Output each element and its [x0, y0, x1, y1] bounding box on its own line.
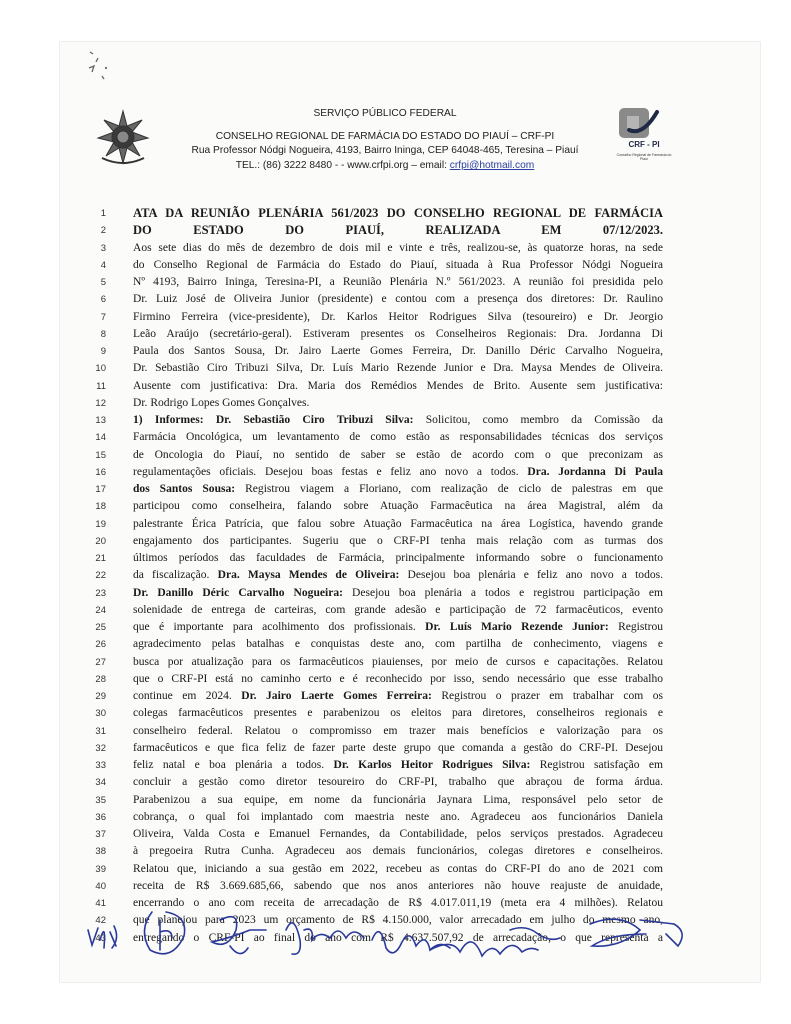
header-service: SERVIÇO PÚBLICO FEDERAL — [313, 108, 457, 119]
line-number: 5 — [100, 277, 106, 288]
brazil-coat-of-arms-icon — [94, 108, 152, 168]
speaker-name: 1) Informes: Dr. Sebastião Ciro Tribuzi Silva: — [133, 414, 414, 426]
line-text — [133, 412, 663, 429]
minutes-line — [0, 636, 791, 653]
minutes-line — [0, 222, 791, 239]
minutes-line — [0, 464, 791, 481]
minutes-line — [0, 602, 791, 619]
minutes-line — [0, 757, 791, 774]
line-number: 22 — [95, 570, 106, 582]
minutes-line — [0, 671, 791, 688]
text-segment: Ausente com justificativa: Dra. Maria dos Remédios Mendes de Brito. Ausente sem justificativa: — [133, 379, 663, 392]
line-text — [133, 740, 663, 757]
line-number: 32 — [95, 742, 106, 754]
text-segment: Dr. Sebastião Ciro Tribuzi Silva, Dr. Luís Mario Rezende Junior e Dra. Maysa Mendes de Oliveira. — [133, 362, 663, 375]
logo-subtext: Conselho Regional de Farmácia do Piauí — [616, 153, 672, 161]
line-number: 6 — [100, 294, 106, 306]
line-number: 36 — [95, 811, 106, 823]
speaker-name: Dr. Karlos Heitor Rodrigues Silva: — [333, 759, 531, 771]
line-text — [133, 274, 663, 291]
speaker-name: Dra. Maysa Mendes de Oliveira: — [217, 569, 400, 582]
text-segment: Paula dos Santos Sousa, Dr. Jairo Laerte Gomes Ferreira, Dr. Danillo Déric Carvalho Nogueira, — [133, 345, 663, 357]
minutes-line — [0, 826, 791, 843]
minutes-line — [0, 774, 791, 791]
line-number: 3 — [100, 242, 106, 254]
line-number: 9 — [100, 346, 106, 357]
minutes-line — [0, 516, 791, 533]
minutes-line — [0, 378, 791, 395]
line-text — [133, 343, 663, 360]
logo-text: CRF - PI — [628, 140, 660, 149]
line-text — [133, 585, 663, 602]
speaker-name: ATA DA REUNIÃO PLENÁRIA 561/2023 DO CONSELHO REGIONAL DE FARMÁCIA — [133, 206, 663, 220]
text-segment: engajamento dos participantes. Sugeriu que o CRF-PI tenha mais relação com as turmas dos — [133, 534, 663, 547]
speaker-name: Dr. Danillo Déric Carvalho Nogueira: — [133, 586, 343, 599]
line-text — [133, 481, 663, 498]
text-segment: Aos sete dias do mês de dezembro de dois mil e vinte e três, realizou-se, às quatorze horas, na sede — [133, 241, 663, 254]
line-number: 18 — [95, 501, 106, 513]
minutes-line — [0, 343, 791, 360]
line-text — [133, 516, 663, 533]
line-number: 24 — [95, 604, 106, 616]
minutes-line — [0, 809, 791, 826]
speaker-name: Dr. Luís Mario Rezende Junior: — [425, 621, 609, 633]
line-number: 8 — [100, 328, 106, 340]
text-segment: feliz natal e boa plenária a todos. — [133, 759, 334, 771]
line-text — [133, 809, 663, 826]
line-number: 23 — [95, 587, 106, 599]
line-text — [133, 757, 663, 774]
minutes-line — [0, 395, 791, 412]
text-segment: colegas farmacêuticos presentes e parabenizou os eleitos para diretores, conselheiros regionais e — [133, 707, 663, 720]
line-text — [133, 498, 663, 515]
header-contact — [150, 160, 620, 171]
header-address: Rua Professor Nódgi Nogueira, 4193, Bairro Ininga, CEP 64048-465, Teresina – Piauí — [191, 145, 579, 156]
minutes-line — [0, 257, 791, 274]
minutes-line — [0, 619, 791, 636]
line-number: 40 — [95, 880, 106, 892]
text-segment: de Oncologia do Piauí, no sentido de saber se estão de acordo com o que preconizam as — [133, 448, 663, 461]
text-segment: Farmácia Oncológica, um levantamento de como estão as responsabilidades técnicas dos serviços — [133, 431, 663, 444]
line-text — [133, 447, 663, 464]
minutes-line — [0, 326, 791, 343]
line-text — [133, 705, 663, 722]
minutes-line — [0, 550, 791, 567]
speaker-name: Dr. Jairo Laerte Gomes Ferreira: — [241, 690, 432, 702]
text-segment: receita de R$ 3.669.685,66, sabendo que nos anos anteriores não houve reajuste de anuidade, — [133, 879, 663, 892]
line-number: 16 — [95, 466, 106, 478]
minutes-line — [0, 481, 791, 498]
line-number: 12 — [95, 397, 106, 409]
minutes-line — [0, 309, 791, 326]
text-segment: Firmino Ferreira (vice-presidente), Dr. Karlos Heitor Rodrigues Silva (tesoureiro) e Dr. Jeorgio — [133, 310, 663, 323]
minutes-line — [0, 240, 791, 257]
line-number: 4 — [100, 259, 106, 271]
text-segment: do Conselho Regional de Farmácia do Estado do Piauí, situada à Rua Professor Nódgi Nogueira — [133, 258, 663, 271]
line-number: 20 — [95, 535, 106, 547]
text-segment: últimos períodos das faculdades de Farmácia, principalmente informando sobre o funcionamento — [133, 552, 663, 564]
minutes-line — [0, 291, 791, 308]
line-text — [133, 550, 663, 567]
minutes-line — [0, 843, 791, 860]
line-number: 19 — [95, 518, 106, 530]
line-number: 14 — [95, 432, 106, 444]
line-text — [133, 291, 663, 308]
letterhead — [0, 0, 791, 180]
minutes-line — [0, 740, 791, 757]
line-text — [133, 533, 663, 550]
line-number: 26 — [95, 639, 106, 651]
line-text — [133, 567, 663, 584]
line-text — [133, 205, 663, 222]
text-segment: Leão Araújo (secretário-geral). Estiveram presentes os Conselheiros Regionais: Dra. Jordanna Di — [133, 327, 663, 340]
line-number: 31 — [95, 725, 106, 737]
line-text — [133, 861, 663, 878]
line-text — [133, 378, 663, 395]
line-text — [133, 240, 663, 257]
line-text — [133, 309, 663, 326]
line-text — [133, 671, 663, 688]
line-number: 27 — [95, 656, 106, 668]
text-segment: Registrou viagem a Floriano, com realização de ciclo de palestras em que — [235, 483, 663, 495]
line-text — [133, 395, 663, 412]
text-segment: Desejou boa plenária e feliz ano novo a todos. — [399, 569, 663, 582]
text-segment: Nº 4193, Bairro Ininga, Teresina-PI, a Reunião Plenária N.º 561/2023. A reunião foi presidida pelo — [133, 276, 663, 288]
text-segment: Solicitou, como membro da Comissão da — [413, 414, 663, 426]
line-number: 29 — [95, 691, 106, 702]
line-number: 11 — [96, 380, 106, 392]
text-segment: regulamentações oficiais. Desejou boas festas e feliz ano novo a todos. — [133, 465, 528, 478]
text-segment: à pregoeira Rutra Cunha. Agradeceu aos demais funcionários, colegas diretores e conselheiros. — [133, 845, 663, 858]
text-segment: entregando o CRF-PI ao final do ano com R$ 4.637.507,92 de arrecadação, o que representa a — [133, 931, 663, 944]
minutes-line — [0, 447, 791, 464]
line-text — [133, 636, 663, 653]
text-segment: Dr. Rodrigo Lopes Gomes Gonçalves. — [133, 396, 310, 409]
line-number: 17 — [95, 484, 106, 495]
minutes-line — [0, 861, 791, 878]
speaker-name: DO ESTADO DO PIAUÍ, REALIZADA EM 07/12/2023. — [133, 223, 663, 238]
line-text — [133, 688, 663, 705]
minutes-line — [0, 723, 791, 740]
line-text — [133, 464, 663, 481]
text-segment: farmacêuticos e que fica feliz de fazer parte deste grupo que comanda a gestão do CRF-PI. Desejou — [133, 741, 663, 754]
line-number: 25 — [95, 622, 106, 633]
line-text — [133, 257, 663, 274]
minutes-line — [0, 429, 791, 446]
text-segment: que planejou para 2023 um orçamento de R$ 4.150.000, valor arrecadado em julho do mesmo ano, — [133, 914, 663, 927]
text-segment: que é importante para acolhimento dos profissionais. — [133, 621, 426, 633]
text-segment: Registrou satisfação em — [530, 759, 663, 771]
line-text — [133, 602, 663, 619]
text-segment: participou como conselheira, falando sobre Atuação Farmacêutica na área Magistral, além da — [133, 500, 663, 513]
line-number: 1 — [100, 208, 106, 219]
minutes-line — [0, 585, 791, 602]
text-segment: Relatou que, iniciando a sua gestão em 2022, recebeu as contas do CRF-PI do ano de 2021 com — [133, 862, 663, 875]
text-segment: conselheiro federal. Relatou o compromisso em trazer mais benefícios e valorização para os — [133, 724, 663, 737]
text-segment: busca por atualização para os farmacêuticos piauienses, por meio de cursos e capacitações. Relatou — [133, 655, 663, 668]
line-text — [133, 723, 663, 740]
line-text — [133, 429, 663, 446]
text-segment: Oliveira, Valda Costa e Emanuel Fernandes, da Contabilidade, pelos serviços prestados. Agradeceu — [133, 828, 663, 840]
text-segment: palestrante Érica Patrícia, que falou sobre Atuação Farmacêutica na área Logística, havendo grande — [133, 517, 663, 530]
line-text — [133, 360, 663, 377]
line-number: 7 — [100, 311, 106, 323]
text-segment: Desejou boa plenária a todos e registrou participação em — [342, 586, 663, 599]
line-number: 33 — [95, 760, 106, 771]
line-number: 21 — [95, 553, 106, 564]
minutes-line — [0, 567, 791, 584]
text-segment: encerrando o ano com receita de arrecadação de R$ 4.017.011,19 (meta era 4 milhões). Relatou — [133, 897, 663, 909]
header-council: CONSELHO REGIONAL DE FARMÁCIA DO ESTADO DO PIAUÍ – CRF-PI — [215, 131, 555, 142]
line-text — [133, 843, 663, 860]
minutes-line — [0, 498, 791, 515]
line-text — [133, 774, 663, 791]
line-text — [133, 222, 663, 239]
text-segment: cobrança, o qual foi implantado com maestria neste ano. Agradeceu aos funcionários Daniela — [133, 810, 663, 823]
minutes-line — [0, 654, 791, 671]
minutes-line — [0, 533, 791, 550]
minutes-line — [0, 688, 791, 705]
line-number: 15 — [95, 449, 106, 461]
minutes-line — [0, 792, 791, 809]
text-segment: Registrou — [608, 621, 663, 633]
line-number: 13 — [95, 415, 106, 426]
line-number: 30 — [95, 708, 106, 720]
line-number: 37 — [95, 829, 106, 840]
text-segment: continue em 2024. — [133, 690, 242, 702]
line-text — [133, 619, 663, 636]
line-number: 2 — [100, 225, 106, 237]
minutes-line — [0, 205, 791, 222]
speaker-name: Dra. Jordanna Di Paula — [527, 465, 663, 478]
text-segment: solenidade de entrega de carteiras, com grande adesão e participação de 72 farmacêuticos, evento — [133, 603, 663, 616]
text-segment: que o CRF-PI está no caminho certo e é reconhecido por isso, sendo necessário que esse trabalho — [133, 672, 663, 685]
line-text — [133, 792, 663, 809]
speaker-name: dos Santos Sousa: — [133, 483, 236, 495]
text-segment: concluir a gestão como diretor tesoureiro do CRF-PI, trabalho que abraçou de forma árdua. — [133, 776, 663, 789]
line-text — [133, 654, 663, 671]
line-number: 41 — [95, 898, 106, 909]
text-segment: Registrou o prazer em trabalhar com os — [431, 690, 663, 702]
header-email-link[interactable]: crfpi@hotmail.com — [449, 160, 535, 171]
handwritten-signatures — [80, 890, 700, 982]
line-number: 43 — [95, 932, 106, 944]
line-number: 35 — [95, 794, 106, 806]
line-text — [133, 826, 663, 843]
minutes-line — [0, 360, 791, 377]
text-segment: agradecimento pelas batalhas e conquistas deste ano, com partilha de conhecimento, viagens e — [133, 638, 663, 651]
line-number: 39 — [95, 863, 106, 875]
line-number: 42 — [95, 915, 106, 927]
minutes-line — [0, 274, 791, 291]
text-segment: da fiscalização. — [133, 569, 218, 582]
header-contact-text: TEL.: (86) 3222 8480 - - www.crfpi.org – email: — [235, 160, 450, 171]
minutes-line — [0, 705, 791, 722]
minutes-line — [0, 412, 791, 429]
text-segment: Parabenizou a sua equipe, em nome da funcionária Jaynara Lima, responsável pelo setor de — [133, 793, 663, 806]
line-number: 10 — [95, 363, 106, 375]
line-text — [133, 326, 663, 343]
line-number: 28 — [95, 673, 106, 685]
line-number: 34 — [95, 777, 106, 789]
text-segment: Dr. Luiz José de Oliveira Junior (presidente) e contou com a presença dos diretores: Dr. Raulino — [133, 293, 663, 306]
line-number: 38 — [95, 846, 106, 858]
